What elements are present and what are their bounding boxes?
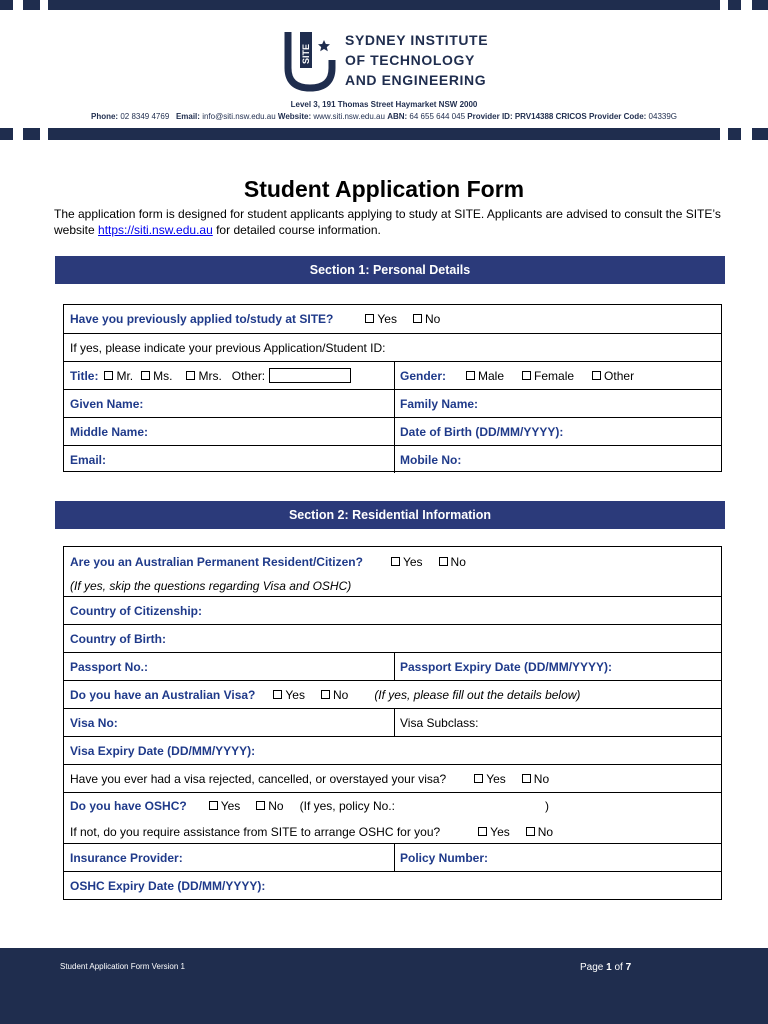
checkbox[interactable]: [439, 557, 448, 566]
oshc-question-label: Do you have OSHC?: [70, 799, 187, 813]
header-bar-segment: [752, 128, 768, 140]
abn-label: ABN:: [387, 112, 408, 121]
checkbox[interactable]: [365, 314, 374, 323]
table-row: [64, 792, 721, 843]
mobile-field[interactable]: Mobile No:: [400, 452, 462, 467]
checkbox[interactable]: [273, 690, 282, 699]
oshc-no-option[interactable]: [256, 799, 283, 813]
prev-applied-label: Have you previously applied to/study at SITE?: [70, 312, 334, 326]
visa-rejected-yes[interactable]: [474, 772, 506, 786]
visa-no-field[interactable]: Visa No:: [70, 715, 118, 730]
yes-label: Yes: [377, 312, 397, 326]
yes-label: Yes: [285, 687, 305, 702]
top-bar-segment: [0, 0, 13, 10]
header-bar-segment: [728, 128, 741, 140]
gender-male-option[interactable]: [466, 369, 504, 383]
visa-rejected-no[interactable]: [522, 772, 549, 786]
table-row: [64, 547, 721, 596]
org-name: [345, 30, 488, 90]
section-1-header: Section 1: Personal Details: [55, 256, 725, 284]
email-label: Email:: [175, 112, 200, 121]
no-label: No: [332, 687, 349, 702]
checkbox[interactable]: [592, 371, 601, 380]
family-name-field[interactable]: Family Name:: [400, 396, 479, 411]
top-border-bar: [0, 0, 768, 10]
table-row: [64, 680, 721, 708]
table-row: [64, 652, 721, 680]
prev-id-field[interactable]: If yes, please indicate your previous Application/Student ID:: [70, 340, 386, 355]
passport-expiry-field[interactable]: Passport Expiry Date (DD/MM/YYYY):: [400, 659, 613, 674]
header-border-bar: [0, 128, 768, 140]
visa-subclass-field[interactable]: Visa Subclass:: [400, 715, 479, 730]
visa-question-label: Do you have an Australian Visa?: [70, 687, 256, 702]
given-name-field[interactable]: Given Name:: [70, 396, 144, 411]
pr-no-option[interactable]: [439, 555, 466, 569]
abn-value: 64 655 644 045: [409, 112, 466, 121]
title-mrs-option[interactable]: [186, 369, 221, 383]
citizenship-field[interactable]: Country of Citizenship:: [70, 603, 202, 618]
dob-field[interactable]: Date of Birth (DD/MM/YYYY):: [400, 424, 564, 439]
gender-female-option[interactable]: [522, 369, 574, 383]
visa-expiry-field[interactable]: Visa Expiry Date (DD/MM/YYYY):: [70, 743, 256, 758]
visa-yes-option[interactable]: [273, 688, 305, 702]
gender-other-option[interactable]: [592, 369, 634, 383]
checkbox[interactable]: [141, 371, 150, 380]
page-label: Page: [580, 962, 604, 973]
title-other-label: Other:: [231, 368, 266, 383]
no-label: No: [537, 825, 554, 839]
no-label: No: [424, 312, 441, 326]
no-label: No: [450, 555, 466, 569]
insurance-provider-field[interactable]: Insurance Provider:: [70, 850, 183, 865]
checkbox[interactable]: [413, 314, 422, 323]
pr-yes-option[interactable]: [391, 555, 423, 569]
table-row: [64, 445, 721, 473]
yes-label: Yes: [490, 825, 510, 839]
form-version: Student Application Form Version 1: [60, 962, 185, 971]
title-other-input[interactable]: [269, 368, 351, 383]
logo-mark-text: SITE: [301, 43, 311, 64]
oshc-policy-label: (If yes, policy No.:: [299, 799, 395, 813]
oshc-yes-option[interactable]: [209, 799, 241, 813]
page-footer: [0, 948, 768, 1024]
table-row: [64, 389, 721, 417]
personal-details-table: [63, 304, 722, 472]
email-value[interactable]: info@siti.nsw.edu.au: [202, 112, 276, 121]
table-row: [64, 624, 721, 652]
birth-country-field[interactable]: Country of Birth:: [70, 631, 166, 646]
oshc-assist-yes[interactable]: [478, 825, 510, 839]
table-row: [64, 596, 721, 624]
header-bar-segment: [0, 128, 13, 140]
title-ms-option[interactable]: [141, 369, 172, 383]
residential-info-table: [63, 546, 722, 900]
table-row: [64, 305, 721, 333]
prev-applied-yes[interactable]: [365, 312, 397, 326]
form-title: Student Application Form: [243, 176, 525, 202]
top-bar-segment: [752, 0, 768, 10]
table-row: [64, 333, 721, 361]
passport-no-field[interactable]: Passport No.:: [70, 659, 149, 674]
intro-text: The application form is designed for student applicants applying to study at SITE. Applicants are advised to consult the SITE’s website: [54, 207, 721, 237]
pr-note: (If yes, skip the questions regarding Visa and OSHC): [70, 579, 352, 593]
header-bar-segment: [48, 128, 720, 140]
page-current: 1: [606, 962, 612, 973]
email-field[interactable]: Email:: [70, 452, 107, 467]
middle-name-field[interactable]: Middle Name:: [70, 424, 149, 439]
checkbox[interactable]: [104, 371, 113, 380]
visa-rejected-label: Have you ever had a visa rejected, cancelled, or overstayed your visa?: [70, 771, 447, 786]
checkbox[interactable]: [526, 827, 535, 836]
no-label: No: [533, 771, 550, 786]
gender-label: Gender:: [400, 368, 447, 383]
org-name-line: OF TECHNOLOGY: [345, 52, 475, 68]
oshc-policy-close: ): [544, 799, 549, 813]
yes-label: Yes: [486, 771, 506, 786]
oshc-expiry-field[interactable]: OSHC Expiry Date (DD/MM/YYYY):: [70, 878, 266, 893]
title-label: Title:: [70, 368, 99, 383]
checkbox[interactable]: [522, 774, 531, 783]
title-option-label: Ms.: [153, 368, 173, 383]
checkbox[interactable]: [321, 690, 330, 699]
contact-line: [0, 112, 768, 121]
table-row: [64, 708, 721, 736]
checkbox[interactable]: [186, 371, 195, 380]
table-row: [64, 736, 721, 764]
phone-value: 02 8349 4769: [120, 112, 170, 121]
yes-label: Yes: [402, 555, 423, 569]
org-address: Level 3, 191 Thomas Street Haymarket NSW 2000: [290, 100, 478, 109]
title-mr-option[interactable]: [104, 369, 133, 383]
table-row: [64, 361, 721, 389]
website-value[interactable]: www.siti.nsw.edu.au: [313, 112, 385, 121]
visa-no-option[interactable]: [321, 688, 348, 702]
title-option-label: Mrs.: [198, 368, 222, 383]
page-total: 7: [625, 962, 632, 973]
table-row: [64, 843, 721, 871]
oshc-assist-label: If not, do you require assistance from SITE to arrange OSHC for you?: [70, 825, 441, 839]
org-name-line: SYDNEY INSTITUTE: [345, 32, 489, 48]
checkbox[interactable]: [256, 801, 265, 810]
checkbox[interactable]: [474, 774, 483, 783]
table-row: [64, 417, 721, 445]
gender-option-label: Male: [478, 368, 505, 383]
table-row: [64, 764, 721, 792]
checkbox[interactable]: [391, 557, 400, 566]
yes-label: Yes: [220, 799, 241, 813]
page-indicator: [580, 962, 631, 973]
site-logo-icon: [284, 30, 336, 92]
page-of: of: [614, 962, 623, 973]
form-intro: [54, 206, 734, 238]
policy-number-field[interactable]: Policy Number:: [400, 850, 489, 865]
oshc-assist-no[interactable]: [526, 825, 553, 839]
website-label: Website:: [277, 112, 312, 121]
provider-id: Provider ID: PRV14388: [467, 112, 554, 121]
cricos-label: CRICOS Provider Code:: [555, 112, 647, 121]
pr-question-label: Are you an Australian Permanent Resident/Citizen?: [70, 555, 363, 569]
visa-note: (If yes, please fill out the details below): [374, 687, 581, 702]
top-bar-segment: [728, 0, 741, 10]
table-row: [64, 871, 721, 899]
gender-option-label: Female: [534, 368, 575, 383]
title-option-label: Mr.: [116, 368, 134, 383]
gender-option-label: Other: [604, 368, 635, 383]
top-bar-segment: [48, 0, 720, 10]
cricos-value: 04339G: [648, 112, 678, 121]
prev-applied-no[interactable]: [413, 312, 440, 326]
checkbox[interactable]: [466, 371, 475, 380]
section-2-header: Section 2: Residential Information: [55, 501, 725, 529]
org-name-line: AND ENGINEERING: [345, 72, 487, 88]
site-website-link[interactable]: https://siti.nsw.edu.au: [98, 223, 213, 237]
checkbox[interactable]: [478, 827, 487, 836]
checkbox[interactable]: [209, 801, 218, 810]
top-bar-segment: [23, 0, 40, 10]
header-bar-segment: [23, 128, 40, 140]
phone-label: Phone:: [90, 112, 119, 121]
no-label: No: [268, 799, 284, 813]
checkbox[interactable]: [522, 371, 531, 380]
intro-text-end: for detailed course information.: [212, 223, 381, 237]
